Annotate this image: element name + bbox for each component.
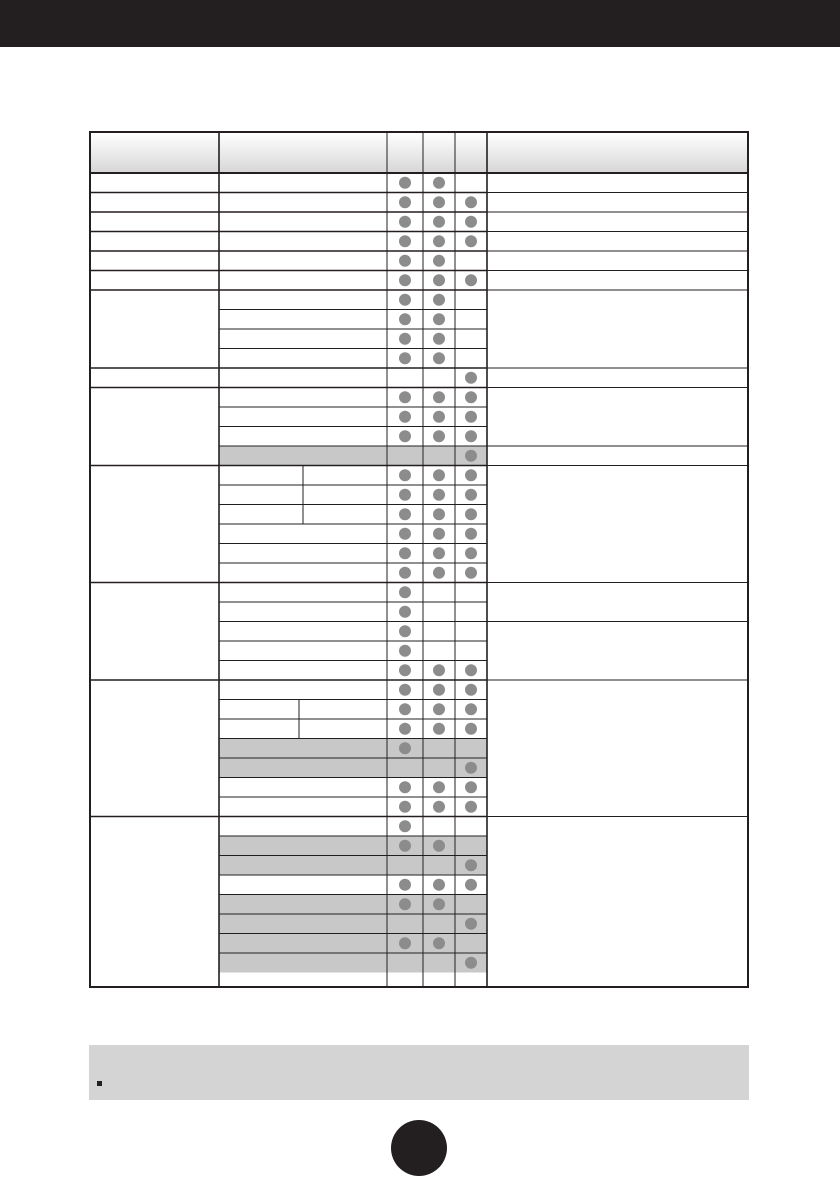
note-bullet-icon (97, 1081, 102, 1086)
grey-dot-icon (433, 216, 445, 228)
grey-dot-icon (433, 664, 445, 676)
grey-dot-icon (465, 196, 477, 208)
grey-dot-icon (433, 781, 445, 793)
grey-dot-icon (465, 684, 477, 696)
grey-dot-icon (433, 391, 445, 403)
grey-dot-icon (399, 430, 411, 442)
grey-dot-icon (465, 801, 477, 813)
grey-dot-icon (399, 664, 411, 676)
grey-dot-icon (399, 547, 411, 559)
grey-dot-icon (465, 762, 477, 774)
grey-dot-icon (465, 508, 477, 520)
grey-dot-icon (433, 801, 445, 813)
grey-dot-icon (465, 216, 477, 228)
grey-dot-icon (465, 547, 477, 559)
grey-dot-icon (465, 235, 477, 247)
grey-dot-icon (465, 957, 477, 969)
grey-dot-icon (465, 411, 477, 423)
grey-dot-icon (465, 567, 477, 579)
grey-dot-icon (465, 489, 477, 501)
shaded-row (219, 836, 487, 856)
shaded-row (219, 739, 487, 759)
grey-dot-icon (465, 703, 477, 715)
top-header-bar (0, 0, 840, 47)
grey-dot-icon (399, 586, 411, 598)
shaded-row (219, 758, 487, 778)
grey-dot-icon (465, 781, 477, 793)
grey-dot-icon (399, 801, 411, 813)
grey-dot-icon (465, 723, 477, 735)
shaded-row (219, 895, 487, 915)
grey-dot-icon (399, 508, 411, 520)
grey-dot-icon (433, 313, 445, 325)
grey-dot-icon (433, 352, 445, 364)
grey-dot-icon (399, 567, 411, 579)
grey-dot-icon (433, 879, 445, 891)
grey-dot-icon (433, 547, 445, 559)
grey-dot-icon (465, 879, 477, 891)
grey-dot-icon (399, 703, 411, 715)
grey-dot-icon (399, 391, 411, 403)
grey-dot-icon (465, 372, 477, 384)
shaded-row (219, 446, 487, 466)
shaded-row (219, 856, 487, 876)
grey-dot-icon (399, 216, 411, 228)
grey-dot-icon (465, 918, 477, 930)
grey-dot-icon (399, 235, 411, 247)
grey-dot-icon (433, 723, 445, 735)
grey-dot-icon (433, 898, 445, 910)
grey-dot-icon (433, 703, 445, 715)
feature-support-table-grid (91, 133, 747, 986)
grey-dot-icon (465, 664, 477, 676)
grey-dot-icon (465, 450, 477, 462)
grey-dot-icon (465, 274, 477, 286)
grey-dot-icon (433, 294, 445, 306)
grey-dot-icon (399, 294, 411, 306)
grey-dot-icon (399, 528, 411, 540)
shaded-row (219, 953, 487, 973)
page-number-badge (391, 1120, 447, 1176)
grey-dot-icon (433, 333, 445, 345)
grey-dot-icon (465, 430, 477, 442)
grey-dot-icon (399, 840, 411, 852)
grey-dot-icon (399, 898, 411, 910)
grey-dot-icon (399, 313, 411, 325)
grey-dot-icon (433, 840, 445, 852)
grey-dot-icon (433, 235, 445, 247)
grey-dot-icon (465, 391, 477, 403)
feature-support-table (89, 131, 749, 988)
grey-dot-icon (399, 879, 411, 891)
grey-dot-icon (433, 489, 445, 501)
grey-dot-icon (399, 177, 411, 189)
grey-dot-icon (399, 469, 411, 481)
grey-dot-icon (399, 625, 411, 637)
grey-dot-icon (399, 255, 411, 267)
grey-dot-icon (399, 274, 411, 286)
grey-dot-icon (399, 645, 411, 657)
grey-dot-icon (399, 820, 411, 832)
grey-dot-icon (399, 352, 411, 364)
grey-dot-icon (399, 411, 411, 423)
grey-dot-icon (399, 333, 411, 345)
shaded-row (219, 934, 487, 954)
grey-dot-icon (433, 508, 445, 520)
grey-dot-icon (433, 411, 445, 423)
table-header-row (91, 133, 747, 173)
grey-dot-icon (433, 177, 445, 189)
grey-dot-icon (399, 606, 411, 618)
grey-dot-icon (433, 469, 445, 481)
grey-dot-icon (399, 684, 411, 696)
grey-dot-icon (433, 274, 445, 286)
grey-dot-icon (433, 255, 445, 267)
grey-dot-icon (433, 196, 445, 208)
grey-dot-icon (399, 723, 411, 735)
grey-dot-icon (433, 430, 445, 442)
grey-dot-icon (399, 781, 411, 793)
note-box (89, 1045, 749, 1100)
grey-dot-icon (465, 469, 477, 481)
shaded-row (219, 914, 487, 934)
grey-dot-icon (433, 567, 445, 579)
grey-dot-icon (399, 937, 411, 949)
grey-dot-icon (433, 684, 445, 696)
grey-dot-icon (433, 528, 445, 540)
grey-dot-icon (399, 742, 411, 754)
grey-dot-icon (399, 489, 411, 501)
grey-dot-icon (465, 859, 477, 871)
grey-dot-icon (399, 196, 411, 208)
grey-dot-icon (433, 937, 445, 949)
grey-dot-icon (465, 528, 477, 540)
